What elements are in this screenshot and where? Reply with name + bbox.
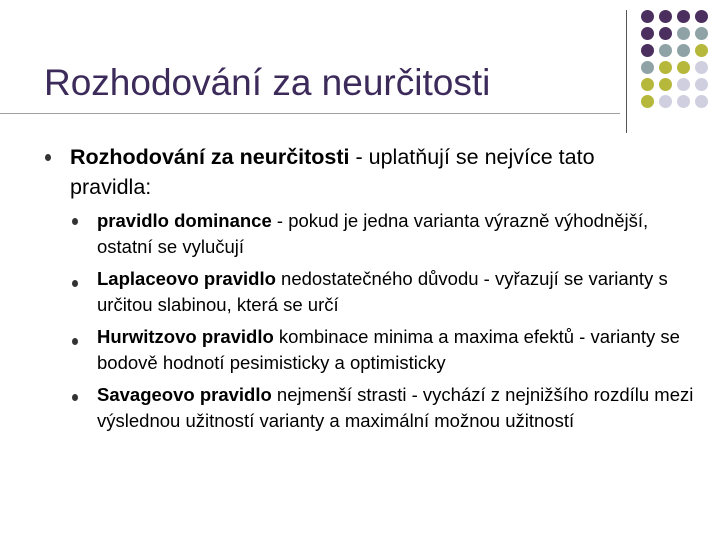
- rule-bullet-marker: [72, 338, 78, 345]
- decorative-dot: [695, 61, 708, 74]
- decorative-dot: [677, 27, 690, 40]
- decorative-dot: [677, 95, 690, 108]
- main-bullet-text: [70, 142, 670, 202]
- decorative-dot: [695, 78, 708, 91]
- decorative-dot: [641, 78, 654, 91]
- decorative-dot: [677, 44, 690, 57]
- decorative-dot: [695, 10, 708, 23]
- decorative-dot: [641, 95, 654, 108]
- decorative-dot: [659, 78, 672, 91]
- decorative-dot: [659, 44, 672, 57]
- decorative-dot: [695, 27, 708, 40]
- rule-item: [97, 266, 697, 317]
- slide-title: Rozhodování za neurčitosti: [44, 62, 491, 103]
- decorative-dot-grid: [641, 10, 720, 110]
- decorative-dot: [659, 10, 672, 23]
- decorative-dot: [677, 61, 690, 74]
- rule-item: [97, 324, 697, 375]
- main-bullet-rest: - uplatňují se nejvíce tato pravidla:: [70, 145, 595, 199]
- decorative-dot: [659, 27, 672, 40]
- decorative-dot: [641, 10, 654, 23]
- rule-name: Savageovo pravidlo: [97, 384, 272, 405]
- decorative-dot: [695, 44, 708, 57]
- rule-description: - pokud je jedna varianta výrazně výhodnější, ostatní se vylučují: [97, 210, 649, 257]
- decorative-dot: [677, 10, 690, 23]
- rule-description: nejmenší strasti - vychází z nejnižšího rozdílu mezi výslednou užitností varianty a maximální možnou užitností: [97, 384, 694, 431]
- rule-name: Hurwitzovo pravidlo: [97, 326, 274, 347]
- decorative-dot: [641, 44, 654, 57]
- rule-bullet-marker: [72, 280, 78, 287]
- decorative-dot: [659, 95, 672, 108]
- rule-name: Laplaceovo pravidlo: [97, 268, 276, 289]
- decorative-dot: [677, 78, 690, 91]
- decorative-dot: [659, 61, 672, 74]
- main-bullet-marker: [45, 154, 51, 161]
- decorative-dot: [641, 27, 654, 40]
- rule-name: pravidlo dominance: [97, 210, 272, 231]
- rule-bullet-marker: [72, 394, 78, 401]
- rule-item: [97, 208, 697, 259]
- rule-bullet-marker: [72, 218, 78, 225]
- decorative-dot: [641, 61, 654, 74]
- vertical-divider: [626, 10, 627, 133]
- rule-description: nedostatečného důvodu - vyřazují se varianty s určitou slabinou, která se určí: [97, 268, 668, 315]
- rule-description: kombinace minima a maxima efektů - varianty se bodově hodnotí pesimisticky a optimisticky: [97, 326, 680, 373]
- decorative-dot: [695, 95, 708, 108]
- title-divider: [0, 113, 620, 114]
- rule-item: [97, 382, 697, 433]
- main-bullet-bold: Rozhodování za neurčitosti: [70, 145, 350, 169]
